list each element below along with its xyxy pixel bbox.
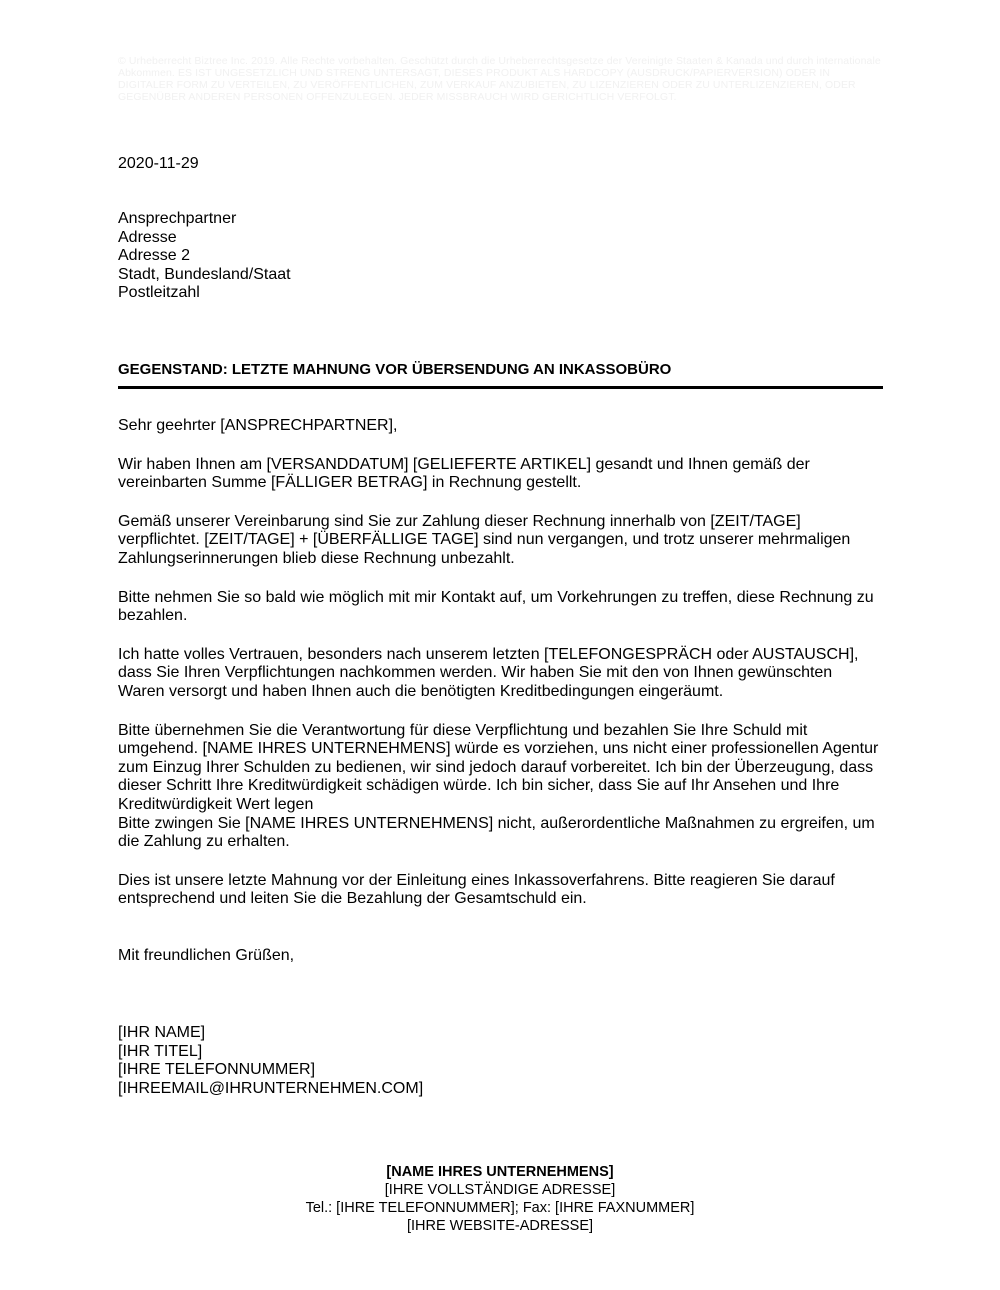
paragraph-shipment: Wir haben Ihnen am [VERSANDDATUM] [GELIEFERTE ARTIKEL] gesandt und Ihnen gemäß der vereinbarten Summe [FÄLLIGER BETRAG] in Rechnung gestellt. xyxy=(118,455,810,492)
letter-subject: GEGENSTAND: LETZTE MAHNUNG VOR ÜBERSENDUNG AN INKASSOBÜRO xyxy=(118,361,672,378)
footer-contact: Tel.: [IHRE TELEFONNUMMER]; Fax: [IHRE FAXNUMMER] xyxy=(305,1200,695,1216)
signature-phone: [IHRE TELEFONNUMMER] xyxy=(118,1061,316,1079)
recipient-postal-code: Postleitzahl xyxy=(118,284,200,302)
footer-website: [IHRE WEBSITE-ADRESSE] xyxy=(406,1218,594,1234)
letter-date: 2020-11-29 xyxy=(118,155,199,172)
recipient-city-state: Stadt, Bundesland/Staat xyxy=(118,265,291,283)
salutation: Sehr geehrter [ANSPRECHPARTNER], xyxy=(118,417,398,434)
paragraph-responsibility-main: Bitte übernehmen Sie die Verantwortung für diese Verpflichtung und bezahlen Sie Ihre Schuld mit umgehend. [NAME IHRES UNTERNEHMENS] würde es vorziehen, uns nicht einer professionellen Agentur zum Einzug Ihrer Schulden zu bedienen, wir sind jedoch darauf vorbereitet. Ich bin der Überzeugung, dass dieser Schritt Ihre Kreditwürdigkeit schädigen würde. Ich bin sicher, dass Sie auf Ihr Ansehen und Ihre Kreditwürdigkeit Wert legen xyxy=(118,721,879,813)
signature-name: [IHR NAME] xyxy=(118,1024,206,1041)
recipient-address: Adresse xyxy=(118,228,177,246)
signature-title: [IHR TITEL] xyxy=(118,1042,203,1060)
company-footer xyxy=(0,1163,1000,1235)
recipient-address-block xyxy=(118,210,291,303)
paragraph-contact-request: Bitte nehmen Sie so bald wie möglich mit mir Kontakt auf, um Vorkehrungen zu treffen, diese Rechnung zu bezahlen. xyxy=(118,588,874,625)
paragraph-responsibility xyxy=(118,722,883,852)
watermark: © Urheberrecht Biztree Inc. 2019. Alle Rechte vorbehalten. Geschützt durch die Urheberrechtsgesetze der Vereinigte Staaten & Kanada und durch internationale Abkommen. ES IST UNGESETZLICH UND STRENG UNTERSAGT, DIESES PRODUKT ALS HARDCOPY (AUSDRUCK/PAPIERVERSION) ODER IN DIGITALER FORM ZU VERTEILEN, ZU VERÖFFENTLICHEN, ZUM VERKAUF ANZUBIETEN, ZU LIZENZIEREN ODER ZU UNTERLIZENZIEREN, ODER GEGENÜBER ANDEREN PERSONEN OFFENZULEGEN. JEDER MISSBRAUCH WIRD GERICHTLICH VERFOLGT. xyxy=(118,55,881,103)
paragraph-responsibility-appeal: Bitte zwingen Sie [NAME IHRES UNTERNEHMENS] nicht, außerordentliche Maßnahmen zu ergreifen, um die Zahlung zu erhalten. xyxy=(118,814,875,851)
subject-divider xyxy=(118,386,883,389)
paragraph-trust: Ich hatte volles Vertrauen, besonders nach unserem letzten [TELEFONGESPRÄCH oder AUSTAUSCH], dass Sie Ihren Verpflichtungen nachkommen werden. Wir haben Sie mit den von Ihnen gewünschten Waren versorgt und haben Ihnen auch die benötigten Kreditbedingungen eingeräumt. xyxy=(118,645,859,700)
recipient-address-2: Adresse 2 xyxy=(118,247,191,265)
letter-body xyxy=(118,417,883,985)
footer-company-name: [NAME IHRES UNTERNEHMENS] xyxy=(386,1164,614,1180)
paragraph-final-notice: Dies ist unsere letzte Mahnung vor der Einleitung eines Inkassoverfahrens. Bitte reagieren Sie darauf entsprechend und leiten Sie die Bezahlung der Gesamtschuld ein. xyxy=(118,871,835,908)
recipient-contact: Ansprechpartner xyxy=(118,210,237,227)
signature-block xyxy=(118,1024,423,1098)
paragraph-overdue: Gemäß unserer Vereinbarung sind Sie zur Zahlung dieser Rechnung innerhalb von [ZEIT/TAGE] verpflichtet. [ZEIT/TAGE] + [ÜBERFÄLLIGE TAGE] sind nun vergangen, und trotz unserer mehrmaligen Zahlungserinnerungen blieb diese Rechnung unbezahlt. xyxy=(118,512,851,567)
signature-email: [IHREEMAIL@IHRUNTERNEHMEN.COM] xyxy=(118,1079,424,1097)
closing: Mit freundlichen Grüßen, xyxy=(118,946,295,964)
footer-address: [IHRE VOLLSTÄNDIGE ADRESSE] xyxy=(384,1182,616,1198)
